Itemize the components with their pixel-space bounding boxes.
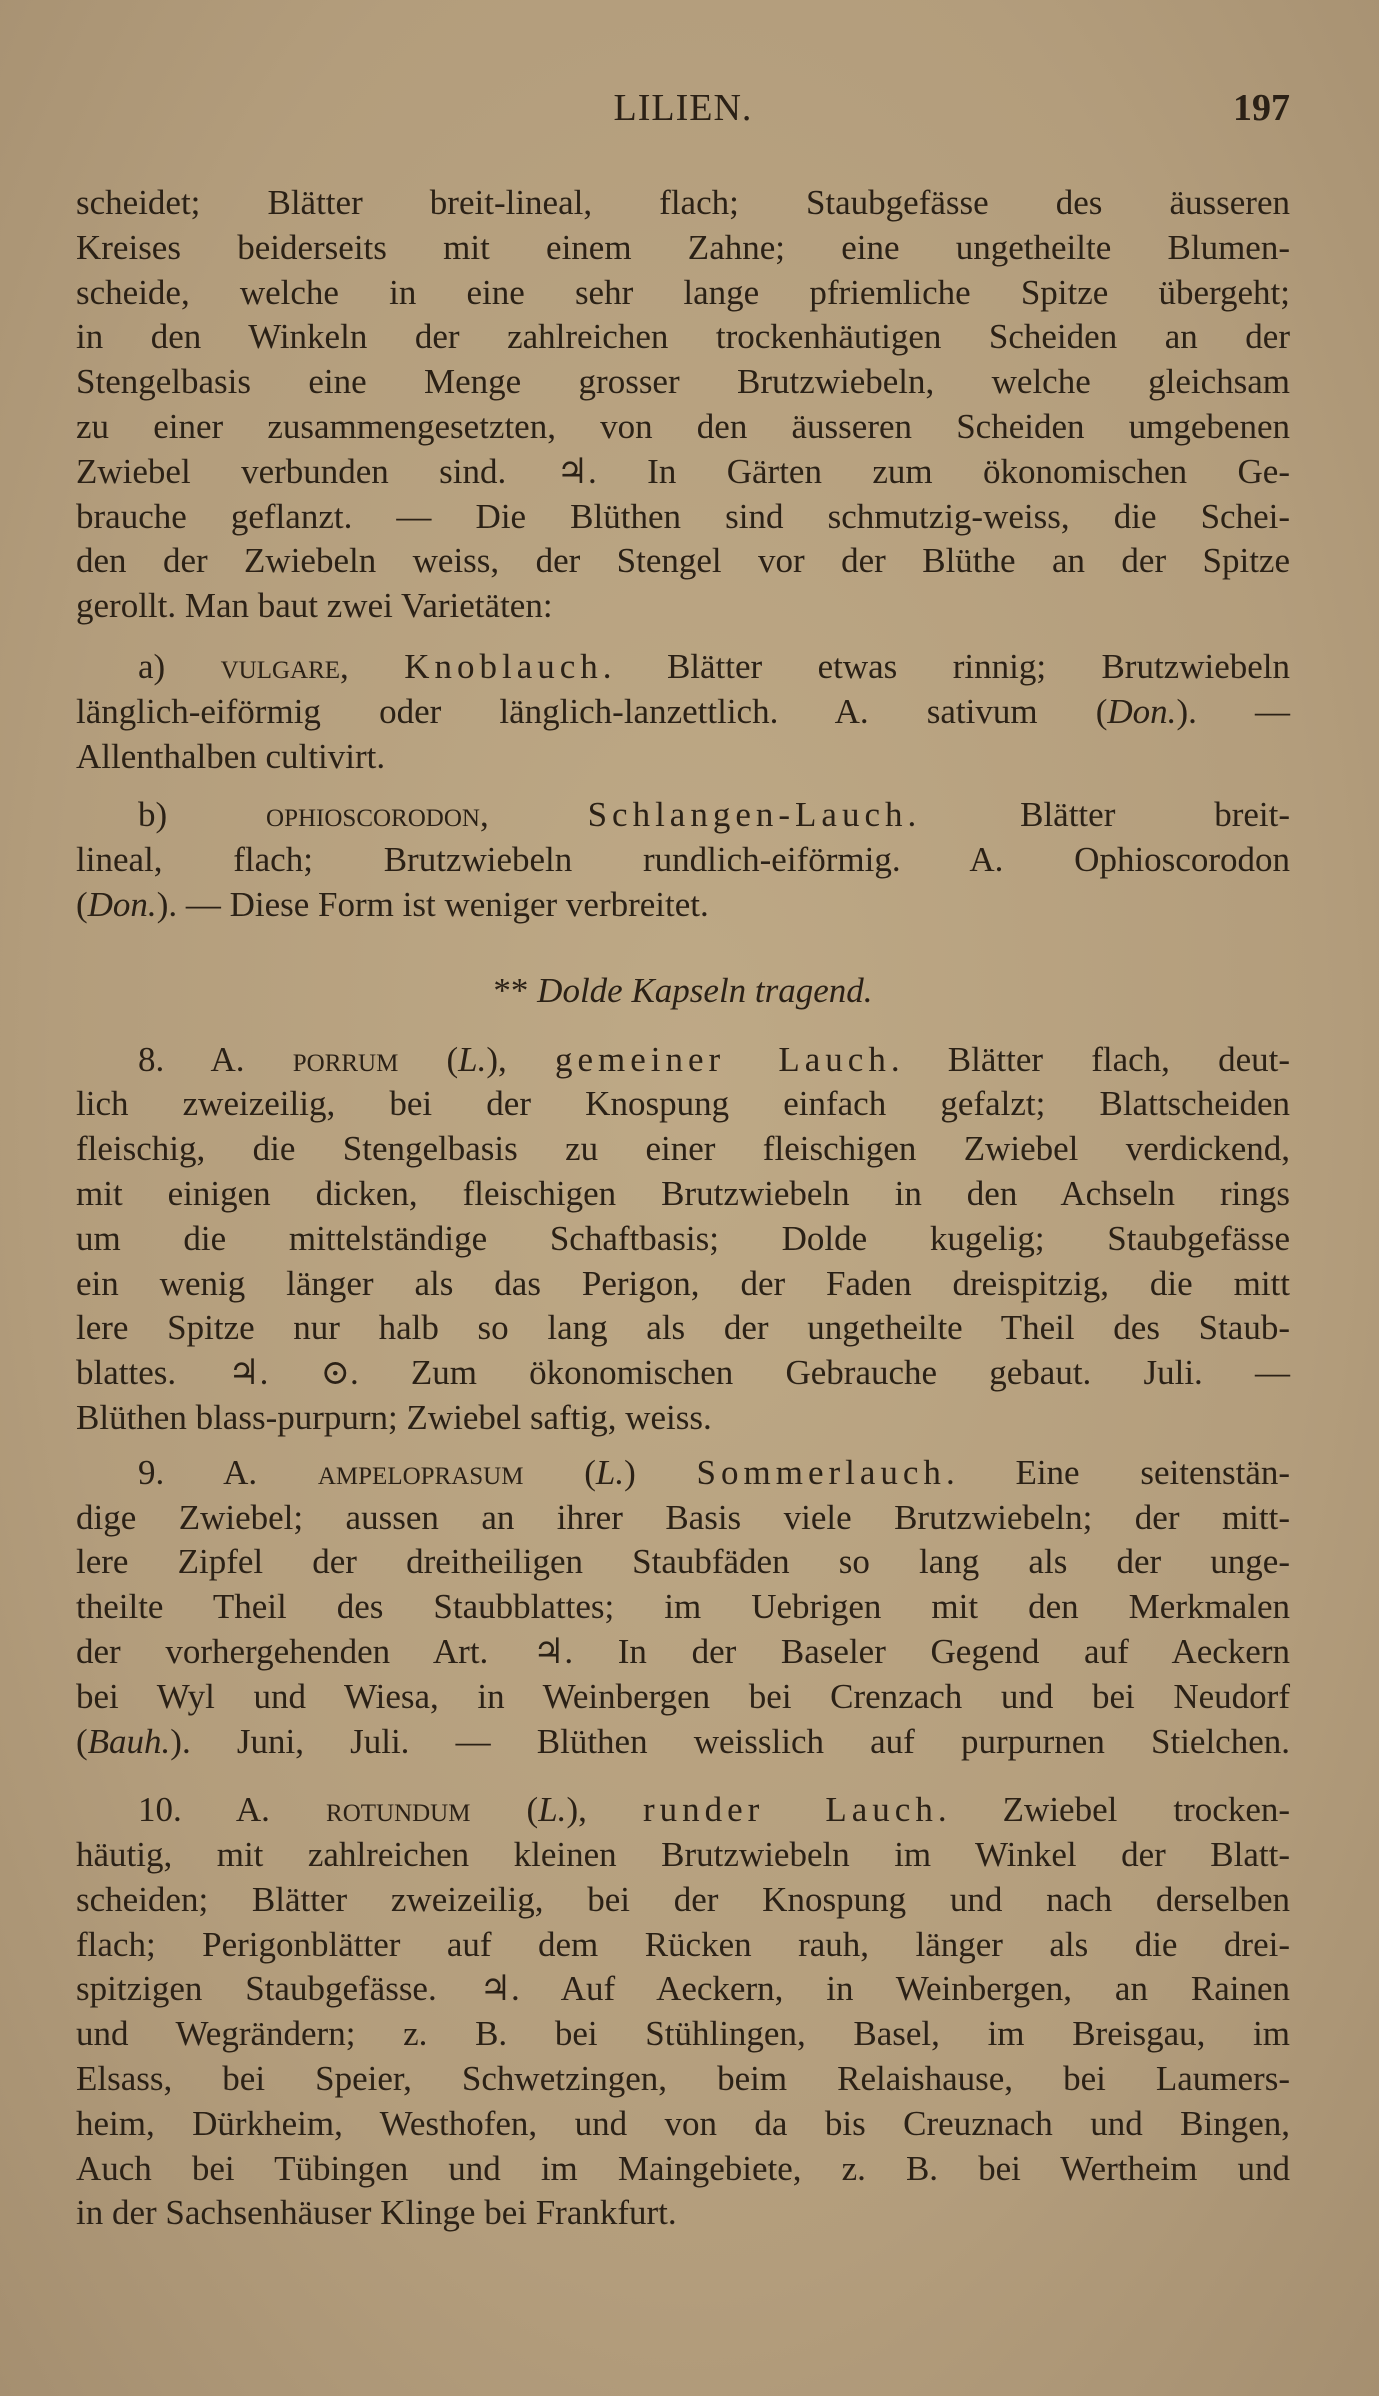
species-name: ampeloprasum <box>317 1452 524 1492</box>
spaced-common-name: Schlangen-Lauch. <box>587 795 922 835</box>
text-span: ** <box>493 970 538 1010</box>
text-span: um die mittelständige Schaftbasis; Dolde kugelig; Staubgefässe <box>76 1218 1290 1258</box>
text-line <box>76 1127 1290 1172</box>
species-name: rotundum <box>326 1790 471 1830</box>
section-heading <box>76 969 1290 1014</box>
text-span: der vorhergehenden Art. ♃. In der Baseler Gegend auf Aeckern <box>76 1631 1290 1671</box>
text-span: gerollt. Man baut zwei Varietäten: <box>76 586 553 626</box>
italic-text: Don. <box>87 884 157 924</box>
text-span: Elsass, bei Speier, Schwetzingen, beim Relaishause, bei Laumers- <box>76 2059 1290 2099</box>
text-line <box>76 690 1290 735</box>
text-span: Auch bei Tübingen und im Maingebiete, z. B. bei Wertheim und <box>76 2148 1290 2188</box>
text-span: dige Zwiebel; aussen an ihrer Basis viele Brutzwiebeln; der mitt- <box>76 1497 1290 1537</box>
text-span: bei Wyl und Wiesa, in Weinbergen bei Crenzach und bei Neudorf <box>76 1676 1290 1716</box>
text-span: den der Zwiebeln weiss, der Stengel vor der Blüthe an der Spitze <box>76 541 1290 581</box>
page-header <box>76 86 1290 138</box>
text-line <box>76 1082 1290 1127</box>
text-span: scheide, welche in eine sehr lange pfriemliche Spitze übergeht; <box>76 272 1290 312</box>
text-line <box>76 1585 1290 1630</box>
text-line <box>76 1923 1290 1968</box>
text-span: zu einer zusammengesetzten, von den äusseren Scheiden umgebenen <box>76 406 1290 446</box>
text-span: Zwiebel verbunden sind. ♃. In Gärten zum ökonomischen Ge- <box>76 451 1290 491</box>
text-span: ( <box>470 1790 539 1830</box>
text-span: häutig, mit zahlreichen kleinen Brutzwiebeln im Winkel der Blatt- <box>76 1835 1290 1875</box>
text-span: Allenthalben cultivirt. <box>76 736 386 776</box>
text-span: a) <box>138 646 221 686</box>
species-name: vulgare <box>220 646 341 686</box>
text-line <box>76 495 1290 540</box>
paragraph <box>76 1451 1290 1765</box>
text-line <box>76 883 1290 928</box>
text-span: Stengelbasis eine Menge grosser Brutzwiebeln, welche gleichsam <box>76 362 1290 402</box>
italic-text: Bauh. <box>87 1721 171 1761</box>
text-line <box>76 1967 1290 2012</box>
text-line <box>76 1540 1290 1585</box>
paragraph <box>76 1038 1290 1441</box>
text-span: Kreises beiderseits mit einem Zahne; eine ungetheilte Blumen- <box>76 227 1290 267</box>
text-line <box>76 1720 1290 1765</box>
text-span: spitzigen Staubgefässe. ♃. Auf Aeckern, in Weinbergen, an Rainen <box>76 1969 1290 2009</box>
text-line <box>76 2012 1290 2057</box>
running-title: LILIEN. <box>613 87 753 129</box>
text-span: ein wenig länger als das Perigon, der Faden dreispitzig, die mitt <box>76 1263 1290 1303</box>
text-span: , <box>479 795 588 835</box>
text-line <box>76 2057 1290 2102</box>
text-line <box>76 315 1290 360</box>
text-line <box>76 2102 1290 2147</box>
text-span: , <box>340 646 405 686</box>
text-span: lineal, flach; Brutzwiebeln rundlich-eiförmig. A. Ophioscorodon <box>76 840 1290 880</box>
text-line <box>76 539 1290 584</box>
text-line <box>76 735 1290 780</box>
text-line <box>76 1396 1290 1441</box>
text-span: ), <box>486 1039 555 1079</box>
text-line <box>76 271 1290 316</box>
text-span: ( <box>523 1452 596 1492</box>
italic-text: L. <box>538 1790 567 1830</box>
species-name: ophioscorodon <box>266 795 480 835</box>
text-span: Blüthen blass-purpurn; Zwiebel saftig, weiss. <box>76 1397 712 1437</box>
text-span: . Zwiebel trocken- <box>937 1790 1291 1830</box>
text-line <box>76 1496 1290 1541</box>
text-span: lere Spitze nur halb so lang als der ungetheilte Theil des Staub- <box>76 1308 1290 1348</box>
paragraph <box>76 793 1290 927</box>
spaced-common-name: gemeiner Lauch <box>554 1039 891 1079</box>
text-span: lich zweizeilig, bei der Knospung einfach gefalzt; Blattscheiden <box>76 1084 1290 1124</box>
text-span: ( <box>76 1721 88 1761</box>
text-span: ). Juni, Juli. — Blüthen weisslich auf purpurnen Stielchen. <box>170 1721 1290 1761</box>
text-line <box>76 1788 1290 1833</box>
paragraph <box>76 645 1290 779</box>
text-line <box>76 2191 1290 2236</box>
text-span: ). — Diese Form ist weniger verbreitet. <box>156 884 709 924</box>
italic-text: L. <box>458 1039 487 1079</box>
text-line <box>76 1306 1290 1351</box>
text-line <box>76 1878 1290 1923</box>
spaced-common-name: Sommerlauch <box>696 1452 946 1492</box>
text-line <box>76 360 1290 405</box>
page-number: 197 <box>1233 87 1290 129</box>
text-span: 10. A. <box>138 1790 327 1830</box>
text-line <box>76 181 1290 226</box>
paragraph <box>76 181 1290 629</box>
text-line <box>76 1262 1290 1307</box>
text-span: b) <box>138 795 267 835</box>
spaced-common-name: Knoblauch <box>404 646 603 686</box>
text-span: in den Winkeln der zahlreichen trockenhäutigen Scheiden an der <box>76 317 1290 357</box>
text-span: 9. A. <box>138 1452 318 1492</box>
text-span: ), <box>566 1790 643 1830</box>
text-span: länglich-eiförmig oder länglich-lanzettlich. A. sativum ( <box>76 691 1108 731</box>
text-span: theilte Theil des Staubblattes; im Uebrigen mit den Merkmalen <box>76 1587 1290 1627</box>
italic-text: Don. <box>1107 691 1177 731</box>
text-line <box>76 969 1290 1014</box>
text-line <box>76 584 1290 629</box>
text-span: . Blätter flach, deut- <box>890 1039 1290 1079</box>
text-line <box>76 226 1290 271</box>
text-line <box>76 1451 1290 1496</box>
text-line <box>76 838 1290 883</box>
text-line <box>76 2147 1290 2192</box>
text-line <box>76 793 1290 838</box>
text-span: scheidet; Blätter breit-lineal, flach; Staubgefässe des äusseren <box>76 183 1290 222</box>
spaced-common-name: runder Lauch <box>642 1790 938 1830</box>
text-line <box>76 450 1290 495</box>
text-span: 8. A. <box>138 1039 293 1079</box>
text-line <box>76 1351 1290 1396</box>
text-span: scheiden; Blätter zweizeilig, bei der Knospung und nach derselben <box>76 1879 1290 1919</box>
text-span: lere Zipfel der dreitheiligen Staubfäden so lang als der unge- <box>76 1542 1290 1582</box>
italic-text: L. <box>595 1452 625 1492</box>
text-span: fleischig, die Stengelbasis zu einer fleischigen Zwiebel verdickend, <box>76 1129 1290 1169</box>
text-span: mit einigen dicken, fleischigen Brutzwiebeln in den Achseln rings <box>76 1173 1290 1213</box>
page-body <box>76 181 1290 2236</box>
text-span: . Eine seitenstän- <box>945 1452 1291 1492</box>
species-name: porrum <box>292 1039 399 1079</box>
text-line <box>76 1630 1290 1675</box>
text-line <box>76 405 1290 450</box>
text-line <box>76 1038 1290 1083</box>
italic-text: Dolde Kapseln tragend. <box>537 970 873 1010</box>
text-span: flach; Perigonblätter auf dem Rücken rauh, länger als die drei- <box>76 1924 1290 1964</box>
text-span: Blätter breit- <box>921 795 1291 835</box>
text-span: heim, Dürkheim, Westhofen, und von da bis Creuznach und Bingen, <box>76 2103 1290 2143</box>
text-span: und Wegrändern; z. B. bei Stühlingen, Basel, im Breisgau, im <box>76 2014 1290 2054</box>
text-span: in der Sachsenhäuser Klinge bei Frankfurt. <box>76 2193 677 2233</box>
text-line <box>76 1833 1290 1878</box>
text-span: brauche geflanzt. — Die Blüthen sind schmutzig-weiss, die Schei- <box>76 496 1290 536</box>
text-span: ( <box>76 884 88 924</box>
text-span: . Blätter etwas rinnig; Brutzwiebeln <box>602 646 1291 686</box>
text-line <box>76 1217 1290 1262</box>
text-line <box>76 1675 1290 1720</box>
text-span: ( <box>398 1039 459 1079</box>
paragraph <box>76 1788 1290 2236</box>
text-line <box>76 1172 1290 1217</box>
text-line <box>76 645 1290 690</box>
text-span: ) <box>624 1452 697 1492</box>
text-span: blattes. ♃. ⊙. Zum ökonomischen Gebrauche gebaut. Juli. — <box>76 1353 1290 1393</box>
text-span: ). — <box>1176 691 1291 731</box>
